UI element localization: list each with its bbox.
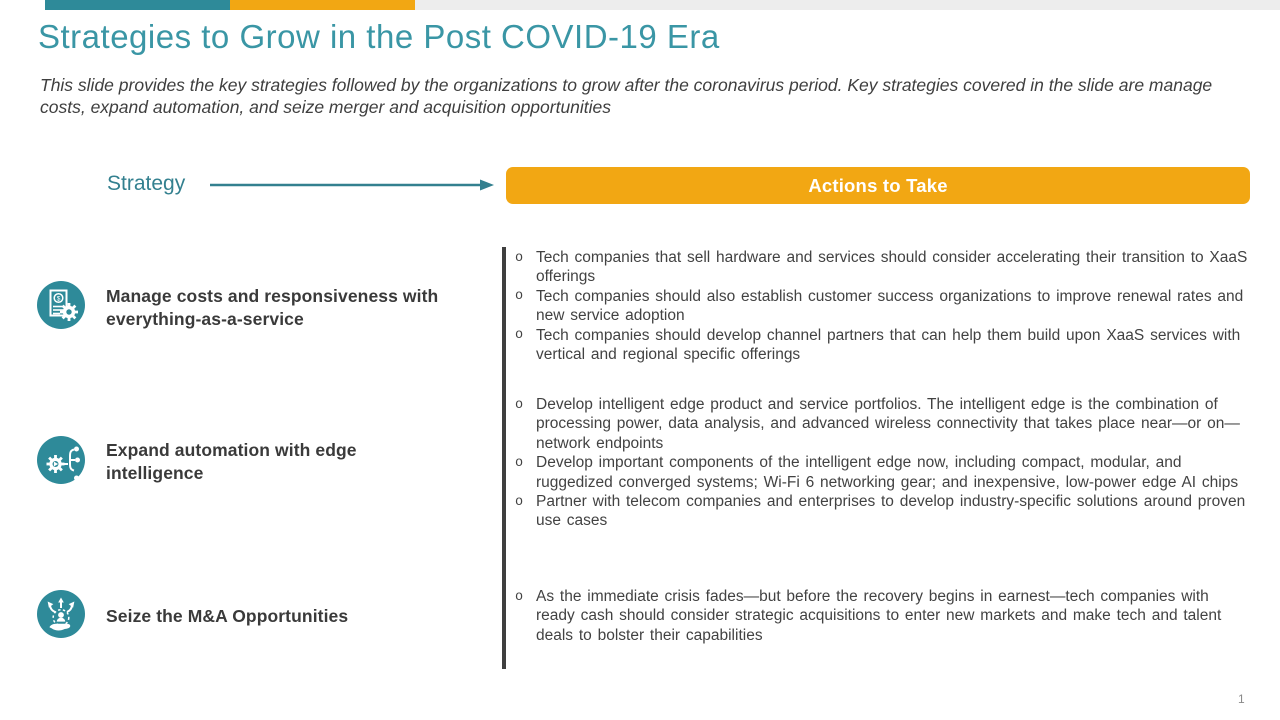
- action-item: o Develop intelligent edge product and service portfolios. The intelligent edge is the combination of processing power, data analysis, and advanced wireless connectivity that takes place near—or on—network endpoints: [512, 395, 1252, 453]
- actions-header: [506, 167, 1250, 204]
- action-item: o Tech companies should develop channel partners that can help them build upon XaaS services with vertical and regional specific offerings: [512, 326, 1252, 365]
- action-item: o As the immediate crisis fades—but before the recovery begins in earnest—tech companies with ready cash should consider strategic acquisitions to enter new markets and make tech and talent deals to bolster their capabilities: [512, 587, 1252, 645]
- hand-person-arrows-icon: [37, 590, 85, 638]
- page-number: 1: [1238, 692, 1245, 706]
- action-item: o Tech companies that sell hardware and services should consider accelerating their transition to XaaS offerings: [512, 248, 1252, 287]
- document-dollar-gear-icon: [37, 281, 85, 329]
- right-arrow-icon: [208, 176, 498, 194]
- strategy-row-label: Seize the M&A Opportunities: [106, 606, 349, 626]
- top-bar-gray-segment: [415, 0, 1280, 10]
- strategy-row-label: Manage costs and responsiveness with everything-as-a-service: [106, 286, 439, 329]
- gear-network-icon: [37, 436, 85, 484]
- actions-list: [512, 395, 1252, 531]
- actions-header-label: Actions to Take: [808, 174, 948, 196]
- strategy-column-label: Strategy: [107, 172, 186, 195]
- top-bar-teal-segment: [45, 0, 230, 10]
- action-item: o Tech companies should also establish customer success organizations to improve renewal rates and new service adoption: [512, 287, 1252, 326]
- actions-list: [512, 248, 1252, 364]
- svg-text:$: $: [56, 295, 61, 303]
- slide-subtitle: This slide provides the key strategies followed by the organizations to grow after the coronavirus period. Key strategies covered in the slide are manage costs, expand automation, and seize merger and acquisition opportunities: [40, 75, 1213, 117]
- actions-list: [512, 587, 1252, 645]
- top-bar-orange-segment: [230, 0, 415, 10]
- action-item: o Develop important components of the intelligent edge now, including compact, modular, and ruggedized converged systems; Wi-Fi 6 networking gear; and inexpensive, low-power edge AI chips: [512, 453, 1252, 492]
- page-title: Strategies to Grow in the Post COVID-19 Era: [38, 18, 720, 55]
- strategy-row-label: Expand automation with edge intelligence: [106, 440, 357, 483]
- action-item: o Partner with telecom companies and enterprises to develop industry-specific solutions around proven use cases: [512, 492, 1252, 531]
